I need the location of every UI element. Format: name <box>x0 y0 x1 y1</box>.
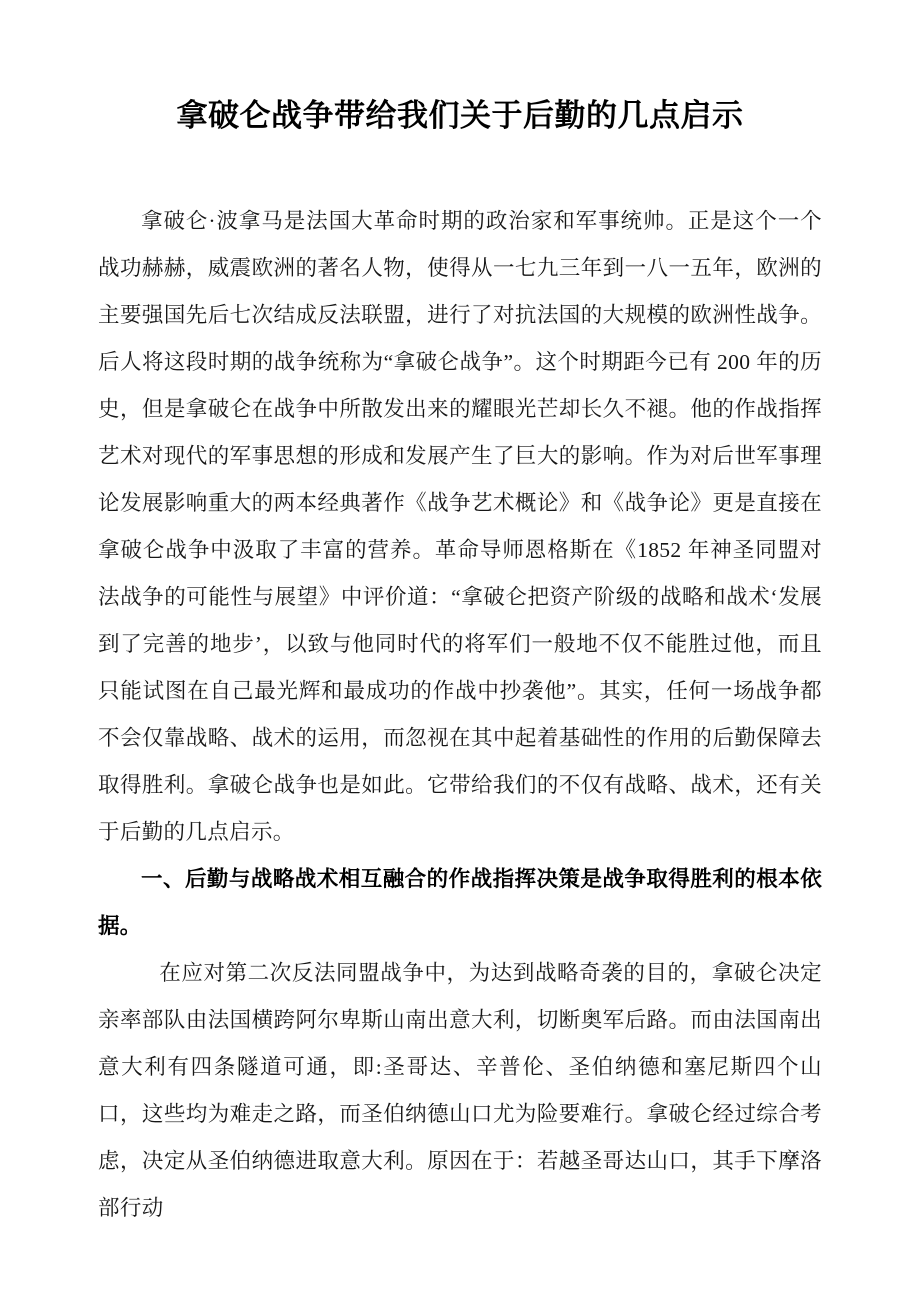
section-one-paragraph: 在应对第二次反法同盟战争中，为达到战略奇袭的目的，拿破仑决定亲率部队由法国横跨阿尔卑斯山南出意大利，切断奥军后路。而由法国南出意大利有四条隧道可通，即:圣哥达、辛普伦、圣伯纳德和塞尼斯四个山口，这些均为难走之路，而圣伯纳德山口尤为险要难行。拿破仑经过综合考虑，决定从圣伯纳德进取意大利。原因在于：若越圣哥达山口，其手下摩洛部行动 <box>98 961 822 1220</box>
page-title: 拿破仑战争带给我们关于后勤的几点启示 <box>176 98 744 133</box>
intro-paragraph: 拿破仑·波拿马是法国大革命时期的政治家和军事统帅。正是这个一个战功赫赫，威震欧洲的著名人物，使得从一七九三年到一八一五年，欧洲的主要强国先后七次结成反法联盟，进行了对抗法国的大规模的欧洲性战争。后人将这段时期的战争统称为“拿破仑战争”。这个时期距今已有 200 年的历史，但是拿破仑在战争中所散发出来的耀眼光芒却长久不褪。他的作战指挥艺术对现代的军事思想的形成和发展产生了巨大的影响。作为对后世军事理论发展影响重大的两本经典著作《战争艺术概论》和《战争论》更是直接在拿破仑战争中汲取了丰富的营养。革命导师恩格斯在《1852 年神圣同盟对法战争的可能性与展望》中评价道：“拿破仑把资产阶级的战略和战术‘发展到了完善的地步’，以致与他同时代的将军们一般地不仅不能胜过他，而且只能试图在自己最光辉和最成功的作战中抄袭他”。其实，任何一场战争都不会仅靠战略、战术的运用，而忽视在其中起着基础性的作用的后勤保障去取得胜利。拿破仑战争也是如此。它带给我们的不仅有战略、战术，还有关于后勤的几点启示。 <box>98 209 822 844</box>
title-body-spacer <box>98 136 822 198</box>
section-heading-one: 一、后勤与战略战术相互融合的作战指挥决策是战争取得胜利的根本依据。 <box>98 867 822 938</box>
document-text-column <box>98 0 822 1232</box>
